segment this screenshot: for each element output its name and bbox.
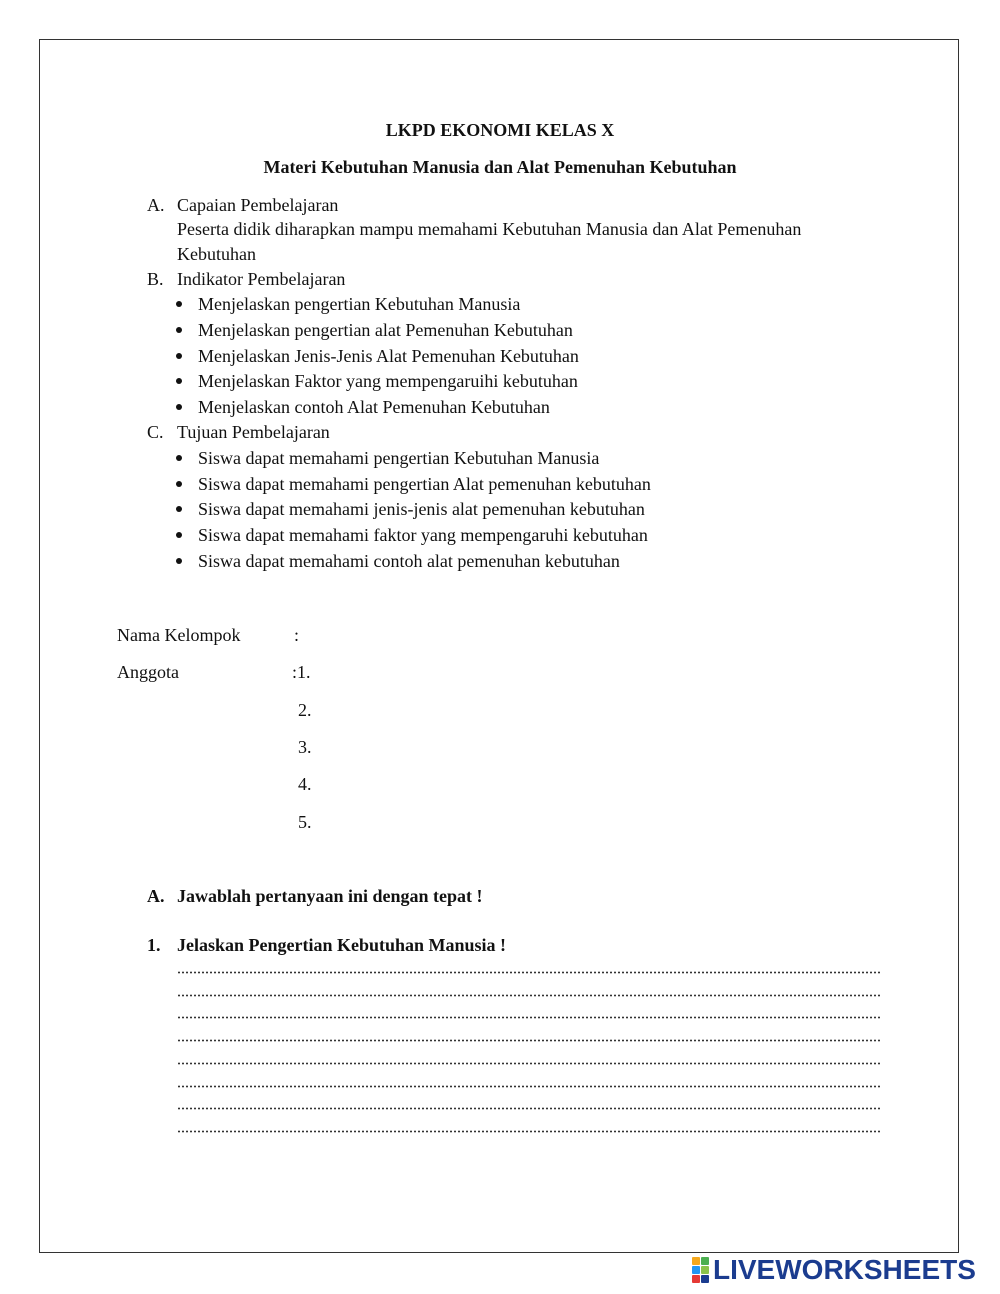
bullet-icon (176, 532, 182, 538)
bullet-icon (176, 558, 182, 564)
section-b-letter: B. (147, 269, 164, 289)
member-number: 3. (298, 737, 312, 757)
answer-line[interactable] (177, 1085, 880, 1088)
task-instruction: Jawablah pertanyaan ini dengan tepat ! (177, 886, 483, 906)
answer-line[interactable] (177, 1016, 880, 1019)
objective-item: Siswa dapat memahami jenis-jenis alat pemenuhan kebutuhan (198, 499, 645, 519)
document-subtitle: Materi Kebutuhan Manusia dan Alat Pemenuhan Kebutuhan (263, 157, 737, 177)
section-a-text-line2: Kebutuhan (177, 244, 256, 264)
indicator-item: Menjelaskan pengertian Kebutuhan Manusia (198, 294, 521, 314)
answer-line[interactable] (177, 1107, 880, 1110)
member-number: 4. (298, 774, 312, 794)
section-c-letter: C. (147, 422, 164, 442)
bullet-icon (176, 378, 182, 384)
member-number: 5. (298, 812, 312, 832)
objective-item: Siswa dapat memahami faktor yang mempengaruhi kebutuhan (198, 525, 648, 545)
bullet-icon (176, 455, 182, 461)
indicator-item: Menjelaskan Jenis-Jenis Alat Pemenuhan Kebutuhan (198, 346, 579, 366)
section-a-heading: Capaian Pembelajaran (177, 195, 339, 215)
brand-name: LIVEWORKSHEETS (713, 1254, 976, 1285)
objective-item: Siswa dapat memahami contoh alat pemenuhan kebutuhan (198, 551, 620, 571)
bullet-icon (176, 404, 182, 410)
answer-line[interactable] (177, 1039, 880, 1042)
group-name-colon: : (294, 625, 300, 645)
answer-line[interactable] (177, 994, 880, 997)
objective-item: Siswa dapat memahami pengertian Alat pemenuhan kebutuhan (198, 474, 651, 494)
bullet-icon (176, 506, 182, 512)
members-label: Anggota (117, 662, 179, 682)
bullet-icon (176, 301, 182, 307)
bullet-icon (176, 353, 182, 359)
answer-line[interactable] (177, 1062, 880, 1065)
bullet-icon (176, 481, 182, 487)
task-letter: A. (147, 886, 165, 906)
question-number: 1. (147, 935, 161, 955)
bullet-icon (176, 327, 182, 333)
liveworksheets-logo-icon (692, 1257, 709, 1283)
answer-line[interactable] (177, 1130, 880, 1133)
question-text: Jelaskan Pengertian Kebutuhan Manusia ! (177, 935, 507, 955)
indicator-item: Menjelaskan contoh Alat Pemenuhan Kebutuhan (198, 397, 550, 417)
document-title: LKPD EKONOMI KELAS X (385, 120, 615, 140)
indicator-item: Menjelaskan pengertian alat Pemenuhan Kebutuhan (198, 320, 573, 340)
group-name-label: Nama Kelompok (117, 625, 241, 645)
indicator-item: Menjelaskan Faktor yang mempengaruihi kebutuhan (198, 371, 578, 391)
liveworksheets-logo (692, 1255, 976, 1285)
section-c-heading: Tujuan Pembelajaran (177, 422, 330, 442)
section-a-letter: A. (147, 195, 165, 215)
member-number: 2. (298, 700, 312, 720)
section-a-text-line1: Peserta didik diharapkan mampu memahami Kebutuhan Manusia dan Alat Pemenuhan (177, 219, 802, 239)
member-number: :1. (292, 662, 311, 682)
objective-item: Siswa dapat memahami pengertian Kebutuhan Manusia (198, 448, 600, 468)
answer-line[interactable] (177, 971, 880, 974)
section-b-heading: Indikator Pembelajaran (177, 269, 346, 289)
